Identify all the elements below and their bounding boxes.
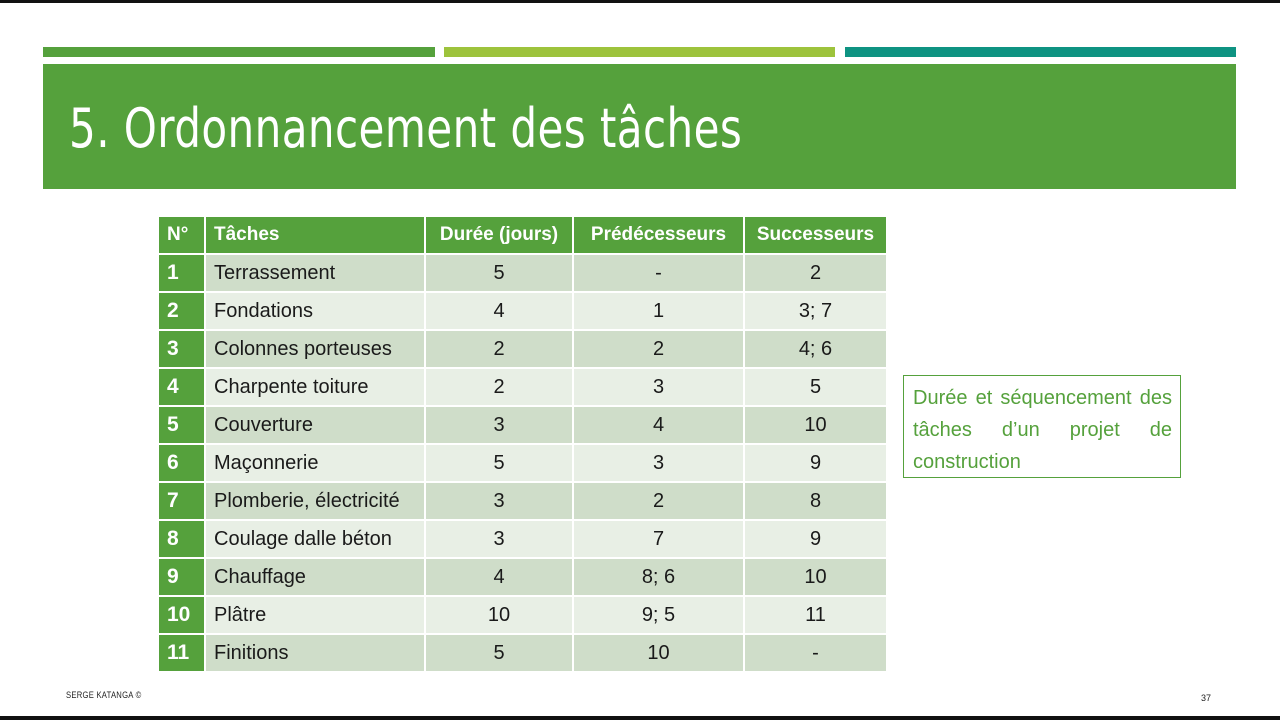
row-number: 4 [158,368,205,406]
task-name: Plâtre [205,596,425,634]
task-successors: 3; 7 [744,292,887,330]
row-number: 11 [158,634,205,672]
table-row [158,292,887,330]
task-duration: 5 [425,444,573,482]
header-number: N° [158,216,205,254]
row-number: 6 [158,444,205,482]
table-body [158,254,887,672]
task-name: Finitions [205,634,425,672]
task-duration: 4 [425,292,573,330]
row-number: 2 [158,292,205,330]
table-row [158,558,887,596]
page-number: 37 [1201,693,1212,703]
task-duration: 3 [425,482,573,520]
task-duration: 5 [425,634,573,672]
side-note-box [903,375,1181,478]
task-predecessors: 7 [573,520,744,558]
row-number: 3 [158,330,205,368]
table-row [158,254,887,292]
table-row [158,482,887,520]
task-predecessors: 2 [573,482,744,520]
table-row [158,444,887,482]
task-successors: 10 [744,558,887,596]
task-name: Chauffage [205,558,425,596]
table-row [158,634,887,672]
task-duration: 3 [425,520,573,558]
table-row [158,406,887,444]
accent-stripe-green [43,47,435,57]
task-successors: 8 [744,482,887,520]
tasks-table [157,215,888,673]
row-number: 7 [158,482,205,520]
task-successors: 10 [744,406,887,444]
task-name: Fondations [205,292,425,330]
task-name: Coulage dalle béton [205,520,425,558]
table-row [158,368,887,406]
task-name: Charpente toiture [205,368,425,406]
table-row [158,596,887,634]
task-predecessors: - [573,254,744,292]
task-successors: 11 [744,596,887,634]
task-duration: 2 [425,368,573,406]
slide-title: 5. Ordonnancement des tâches [69,97,743,160]
task-successors: 5 [744,368,887,406]
task-successors: 2 [744,254,887,292]
task-predecessors: 2 [573,330,744,368]
task-name: Plomberie, électricité [205,482,425,520]
bottom-frame-border [0,716,1280,720]
task-successors: - [744,634,887,672]
task-name: Colonnes porteuses [205,330,425,368]
header-predecessors: Prédécesseurs [573,216,744,254]
side-note-text: Durée et séquencement des tâches d’un projet de construction [913,387,1172,473]
title-bar [43,64,1236,189]
task-predecessors: 10 [573,634,744,672]
task-name: Maçonnerie [205,444,425,482]
task-duration: 10 [425,596,573,634]
task-predecessors: 8; 6 [573,558,744,596]
task-predecessors: 1 [573,292,744,330]
task-successors: 9 [744,520,887,558]
row-number: 1 [158,254,205,292]
task-name: Terrassement [205,254,425,292]
table-row [158,330,887,368]
row-number: 8 [158,520,205,558]
accent-stripe-teal [845,47,1236,57]
task-predecessors: 3 [573,368,744,406]
task-duration: 4 [425,558,573,596]
accent-stripe-lime [444,47,835,57]
header-task: Tâches [205,216,425,254]
task-predecessors: 4 [573,406,744,444]
table-header-row [158,216,887,254]
task-successors: 9 [744,444,887,482]
task-duration: 5 [425,254,573,292]
row-number: 5 [158,406,205,444]
task-predecessors: 9; 5 [573,596,744,634]
footer-author: SERGE KATANGA © [66,690,142,700]
task-duration: 3 [425,406,573,444]
row-number: 10 [158,596,205,634]
row-number: 9 [158,558,205,596]
task-successors: 4; 6 [744,330,887,368]
task-name: Couverture [205,406,425,444]
task-predecessors: 3 [573,444,744,482]
header-duration: Durée (jours) [425,216,573,254]
top-frame-border [0,0,1280,3]
task-duration: 2 [425,330,573,368]
table-row [158,520,887,558]
header-successors: Successeurs [744,216,887,254]
